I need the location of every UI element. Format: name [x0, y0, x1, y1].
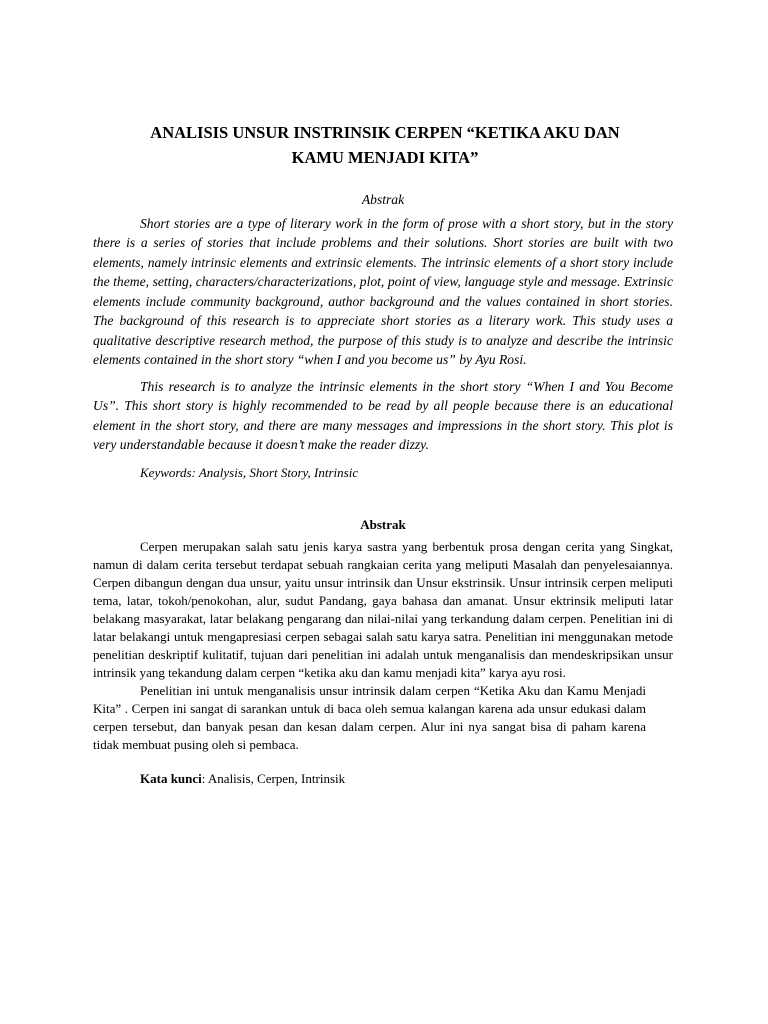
english-keywords: Keywords: Analysis, Short Story, Intrinsic	[140, 464, 359, 480]
keywords-value: : Analisis, Cerpen, Intrinsik	[201, 771, 346, 786]
paper-title-line-2: KAMU MENJADI KITA”	[291, 148, 479, 167]
keywords-label: Kata kunci	[140, 771, 202, 786]
indonesian-keywords	[93, 770, 673, 788]
indonesian-abstract-paragraph-2: Penelitian ini untuk menganalisis unsur intrinsik dalam cerpen “Ketika Aku dan Kamu Menjadi Kita” . Cerpen ini sangat di sarankan untuk di baca oleh semua kalangan karena ada unsur edukasi dalam cerpen tersebut, dan banyak pesan dan kesan dalam cerpen. Alur ini nya sangat bisa di paham karena tidak membuat pusing oleh si pembaca.	[93, 683, 646, 752]
english-abstract	[93, 190, 673, 482]
english-abstract-paragraph-2: This research is to analyze the intrinsic elements in the short story “When I and You Become Us”. This short story is highly recommended to be read by all people because there is an educational element in the short story, and there are many messages and impressions in the short story. This plot is very understandable because it doesn’t make the reader dizzy.	[93, 378, 673, 452]
english-abstract-heading: Abstrak	[361, 192, 405, 207]
indonesian-abstract-paragraph-1: Cerpen merupakan salah satu jenis karya sastra yang berbentuk prosa dengan cerita yang Singkat, namun di dalam cerita tersebut terdapat sebuah rangkaian cerita yang meliputi Masalah dan penyelesaiannya. Cerpen dibangun dengan dua unsur, yaitu unsur intrinsik dan Unsur ekstrinsik. Unsur intrinsik cerpen meliputi tema, latar, tokoh/penokohan, alur, sudut Pandang, gaya bahasa dan amanat. Unsur ektrinsik meliputi latar belakang masyarakat, latar belakang pengarang dan nilai-nilai yang terkandung dalam cerpen. Penelitian ini di latar belakangi untuk mengapresiasi cerpen sebagai salah satu karya satra. Penelitian ini menggunakan metode penelitian deskriptif kulitatif, tujuan dari penelitian ini adalah untuk menganalisis dan mendeskripsikan unsur intrinsik yang tekandung dalam cerpen “ketika aku dan kamu menjadi kita” karya ayu rosi.	[93, 539, 673, 680]
paper-title	[92, 120, 678, 170]
indonesian-abstract	[93, 516, 673, 788]
indonesian-abstract-heading: Abstrak	[360, 517, 406, 532]
paper-title-line-1: ANALISIS UNSUR INSTRINSIK CERPEN “KETIKA AKU DAN	[150, 123, 620, 142]
english-abstract-paragraph-1: Short stories are a type of literary work in the form of prose with a short story, but in the story there is a series of stories that include problems and their solutions. Short stories are built with two elements, namely intrinsic elements and extrinsic elements. The intrinsic elements of a short story include the theme, setting, characters/characterizations, plot, point of view, language style and message. Extrinsic elements include community background, author background and the values contained in short stories. The background of this research is to appreciate short stories as a literary work. This study uses a qualitative descriptive research method, the purpose of this study is to analyze and describe the intrinsic elements contained in the short story “when I and you become us” by Ayu Rosi.	[93, 215, 673, 367]
